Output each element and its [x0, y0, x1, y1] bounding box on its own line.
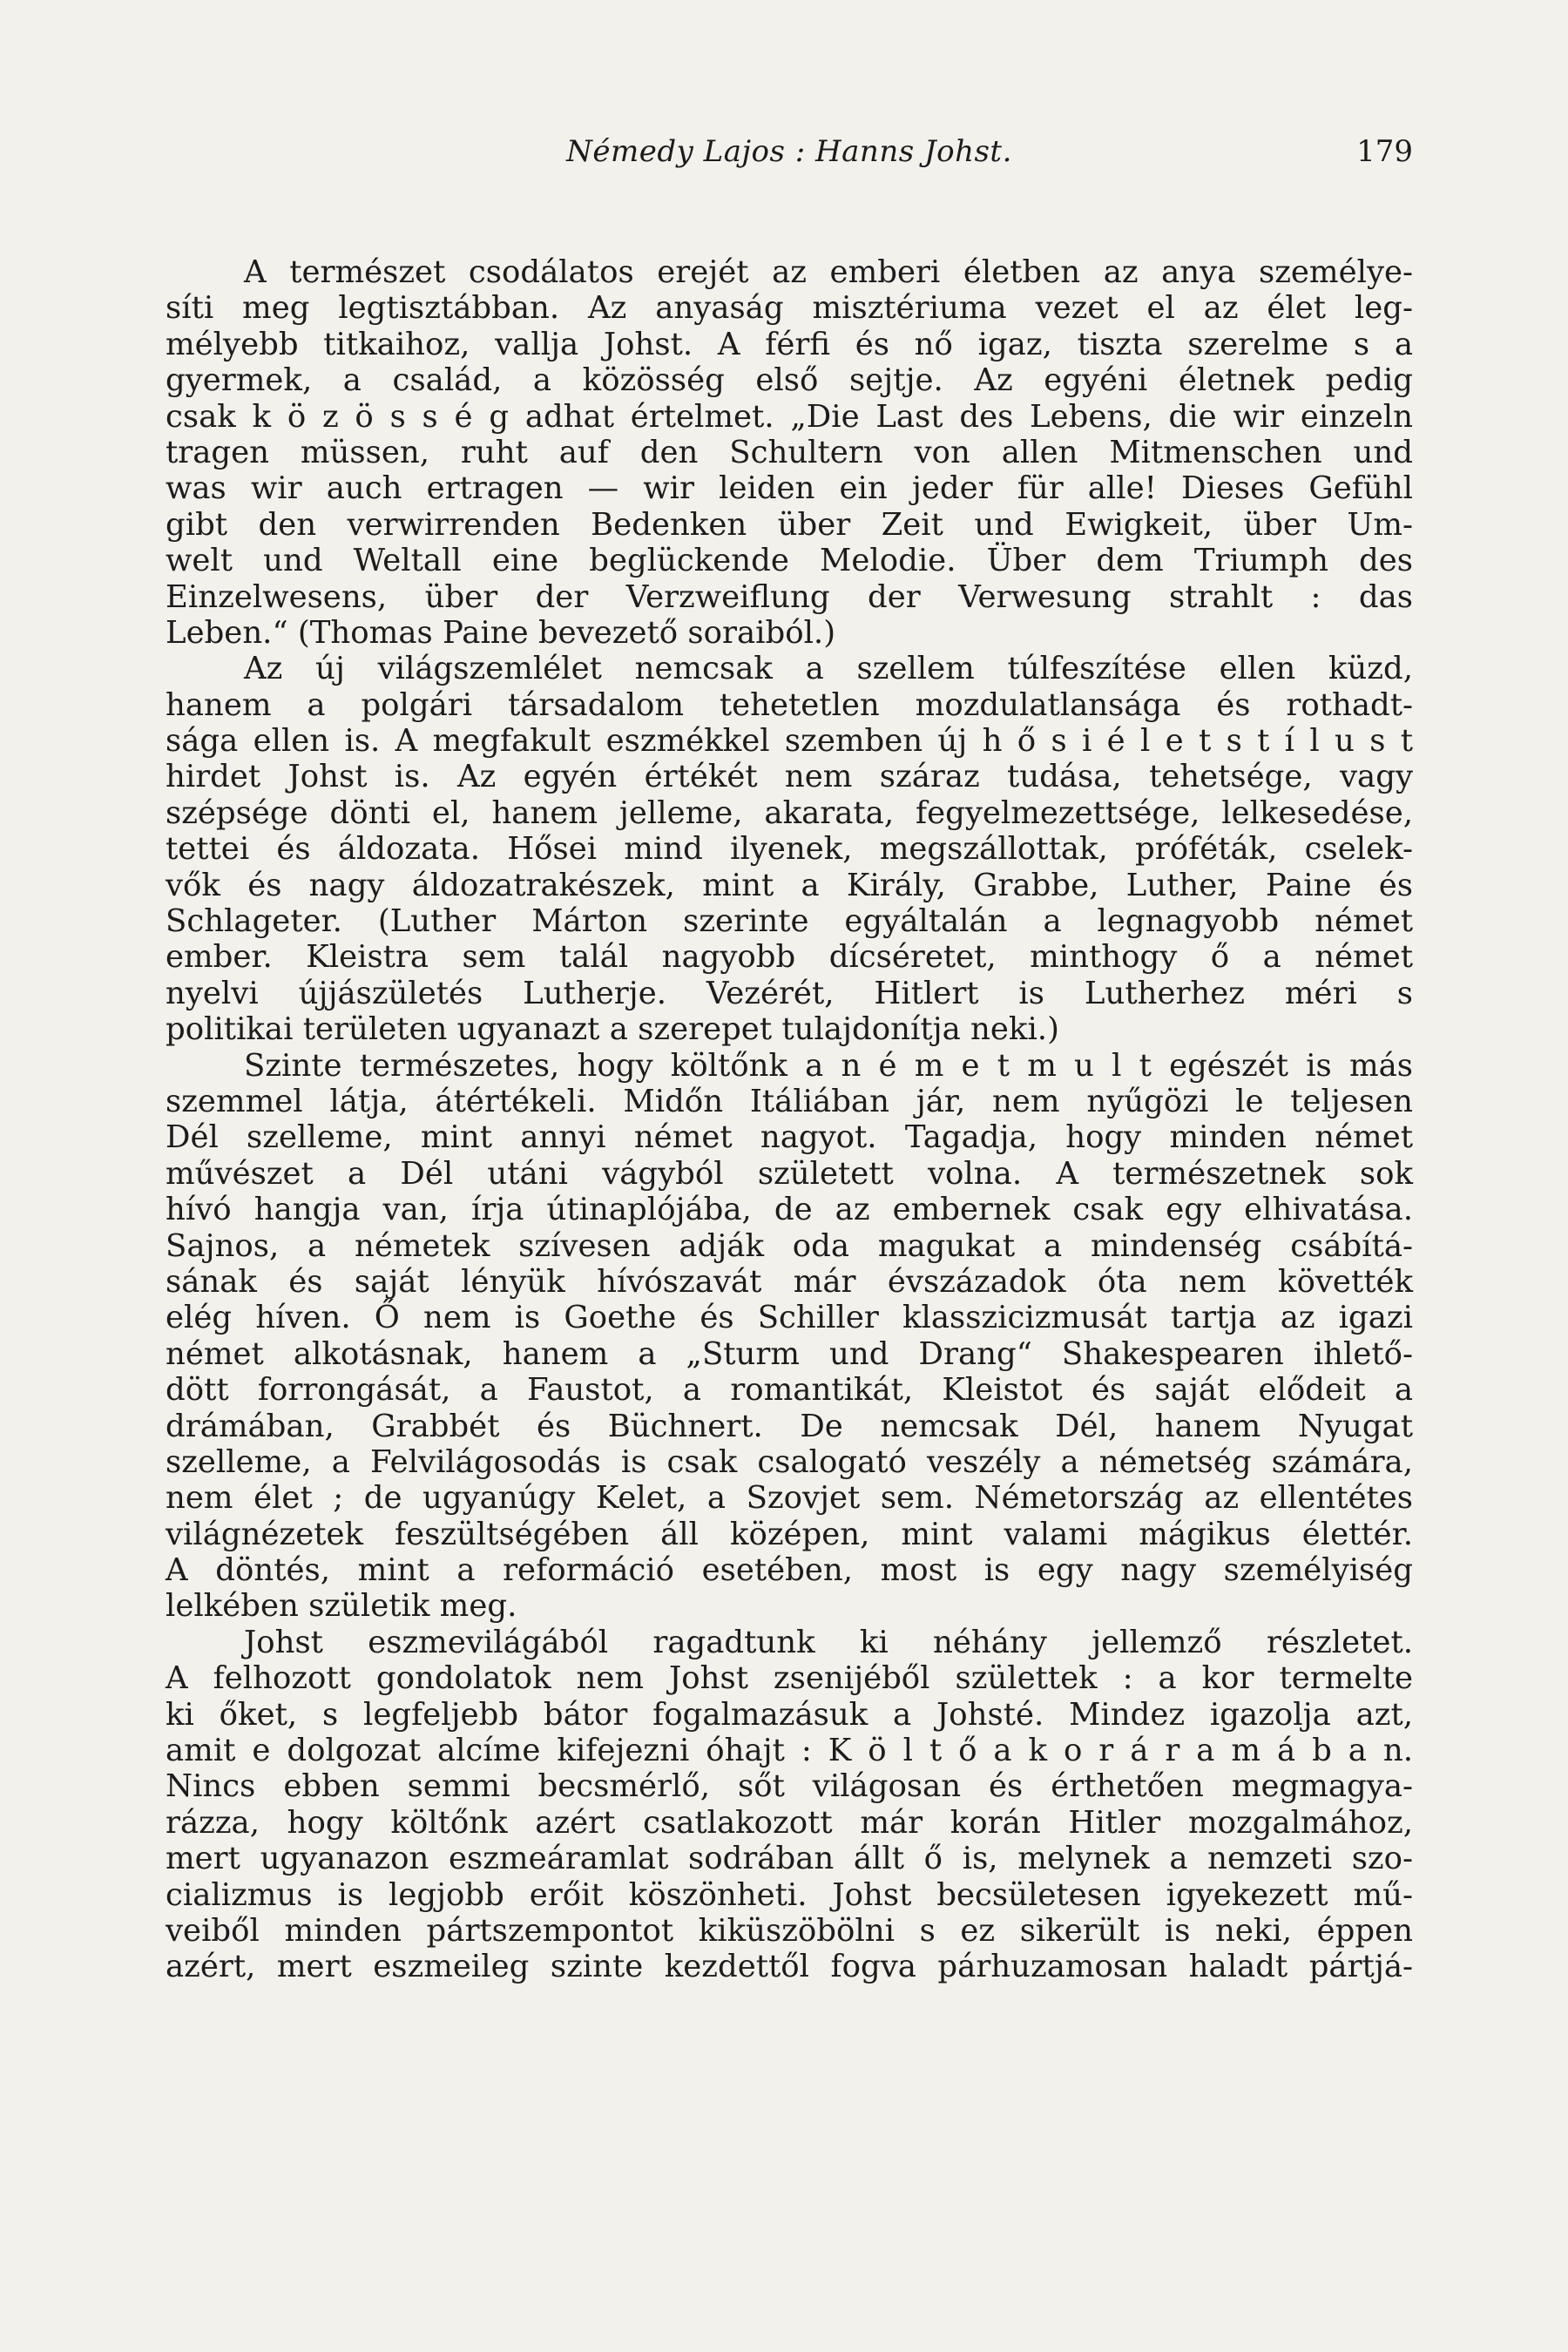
page-header — [166, 131, 1413, 183]
text-line: hívó hangja van, írja útinaplójába, de az embernek csak egy elhivatása. — [166, 1192, 1413, 1228]
text-line: gyermek, a család, a közösség első sejtje. Az egyéni életnek pedig — [166, 362, 1413, 399]
text-line: szelleme, a Felvilágosodás is csak csalogató veszély a németség számára, — [166, 1443, 1413, 1480]
text-line: Einzelwesens, über der Verzweiflung der Verwesung strahlt : das — [166, 578, 1413, 615]
text-line: szemmel látja, átértékeli. Midőn Itáliában jár, nem nyűgözi le teljesen — [166, 1083, 1413, 1119]
text-line: sága ellen is. A megfakult eszmékkel szemben új h ő s i é l e t s t í l u s t — [166, 723, 1413, 760]
text-line: drámában, Grabbét és Büchnert. De nemcsak Dél, hanem Nyugat — [166, 1408, 1413, 1444]
text-line: rázza, hogy költőnk azért csatlakozott már korán Hitler mozgalmához, — [166, 1804, 1413, 1841]
text-line: politikai területen ugyanazt a szerepet tulajdonítja neki.) — [166, 1011, 1059, 1048]
text-line: szépsége dönti el, hanem jelleme, akarata, fegyelmezettsége, lelkesedése, — [166, 794, 1413, 831]
text-line: elég híven. Ő nem is Goethe és Schiller klasszicizmusát tartja az igazi — [166, 1300, 1413, 1336]
text-line: német alkotásnak, hanem a „Sturm und Drang“ Shakespearen ihlető- — [166, 1335, 1413, 1372]
text-line: vők és nagy áldozatrakészek, mint a Király, Grabbe, Luther, Paine és — [166, 867, 1413, 903]
running-title: Némedy Lajos : Hanns Johst. — [566, 134, 1012, 169]
text-line: mélyebb titkaihoz, vallja Johst. A férfi és nő igaz, tiszta szerelme s a — [166, 326, 1413, 362]
text-line: világnézetek feszültségében áll középen, mint valami mágikus élettér. — [166, 1516, 1413, 1552]
text-line: cializmus is legjobb erőit köszönheti. Johst becsületesen igyekezett mű- — [166, 1876, 1413, 1913]
text-line: A döntés, mint a reformáció esetében, most is egy nagy személyiség — [166, 1552, 1413, 1589]
page-number: 179 — [1356, 134, 1413, 169]
text-line: tragen müssen, ruht auf den Schultern von allen Mitmenschen und — [166, 434, 1413, 470]
text-line: ember. Kleistra sem talál nagyobb dícséretet, minthogy ő a német — [166, 939, 1413, 976]
text-line: Leben.“ (Thomas Paine bevezető soraiból.) — [166, 614, 836, 651]
text-line: Johst eszmevilágából ragadtunk ki néhány jellemző részletet. — [244, 1624, 1413, 1660]
text-line: A természet csodálatos erejét az emberi életben az anya személye- — [244, 254, 1413, 290]
text-line: tettei és áldozata. Hősei mind ilyenek, megszállottak, próféták, cselek- — [166, 831, 1413, 868]
text-line: ki őket, s legfeljebb bátor fogalmazásuk a Johsté. Mindez igazolja azt, — [166, 1696, 1413, 1733]
text-line: Schlageter. (Luther Márton szerinte egyáltalán a legnagyobb német — [166, 903, 1413, 940]
text-line: amit e dolgozat alcíme kifejezni óhajt : K ö l t ő a k o r á r a m á b a n. — [166, 1733, 1413, 1769]
text-line: veiből minden pártszempontot kiküszöbölni s ez sikerült is neki, éppen — [166, 1912, 1413, 1949]
text-line: welt und Weltall eine beglückende Melodie. Über dem Triumph des — [166, 543, 1413, 579]
text-line: gibt den verwirrenden Bedenken über Zeit und Ewigkeit, über Um- — [166, 506, 1413, 543]
text-line: csak k ö z ö s s é g adhat értelmet. „Die Last des Lebens, die wir einzeln — [166, 398, 1413, 435]
text-line: hanem a polgári társadalom tehetetlen mozdulatlansága és rothadt- — [166, 686, 1413, 723]
text-line: Az új világszemlélet nemcsak a szellem túlfeszítése ellen küzd, — [244, 651, 1413, 687]
text-line: Sajnos, a németek szívesen adják oda magukat a mindenség csábítá- — [166, 1227, 1413, 1264]
text-line: Szinte természetes, hogy költőnk a n é m e t m u l t egészét is más — [244, 1047, 1413, 1084]
text-line: síti meg legtisztábban. Az anyaság misztériuma vezet el az élet leg- — [166, 290, 1413, 327]
text-line: was wir auch ertragen — wir leiden ein jeder für alle! Dieses Gefühl — [166, 470, 1413, 507]
text-line: Nincs ebben semmi becsmérlő, sőt világosan és érthetően megmagya- — [166, 1768, 1413, 1805]
body-text — [166, 254, 1413, 1985]
text-line: mert ugyanazon eszmeáramlat sodrában állt ő is, melynek a nemzeti szo- — [166, 1841, 1413, 1877]
text-line: hirdet Johst is. Az egyén értékét nem száraz tudása, tehetsége, vagy — [166, 759, 1413, 795]
text-line: művészet a Dél utáni vágyból született volna. A természetnek sok — [166, 1155, 1413, 1192]
text-line: azért, mert eszmeileg szinte kezdettől fogva párhuzamosan haladt pártjá- — [166, 1949, 1413, 1985]
text-line: lelkében születik meg. — [166, 1588, 517, 1625]
text-line: nem élet ; de ugyanúgy Kelet, a Szovjet sem. Németország az ellentétes — [166, 1480, 1413, 1517]
text-line: A felhozott gondolatok nem Johst zsenijéből születtek : a kor termelte — [166, 1660, 1413, 1697]
text-line: dött forrongását, a Faustot, a romantikát, Kleistot és saját elődeit a — [166, 1372, 1413, 1409]
text-line: Dél szelleme, mint annyi német nagyot. Tagadja, hogy minden német — [166, 1119, 1413, 1156]
text-line: nyelvi újjászületés Lutherje. Vezérét, Hitlert is Lutherhez méri s — [166, 975, 1413, 1011]
text-line: sának és saját lényük hívószavát már évszázadok óta nem követték — [166, 1263, 1413, 1300]
